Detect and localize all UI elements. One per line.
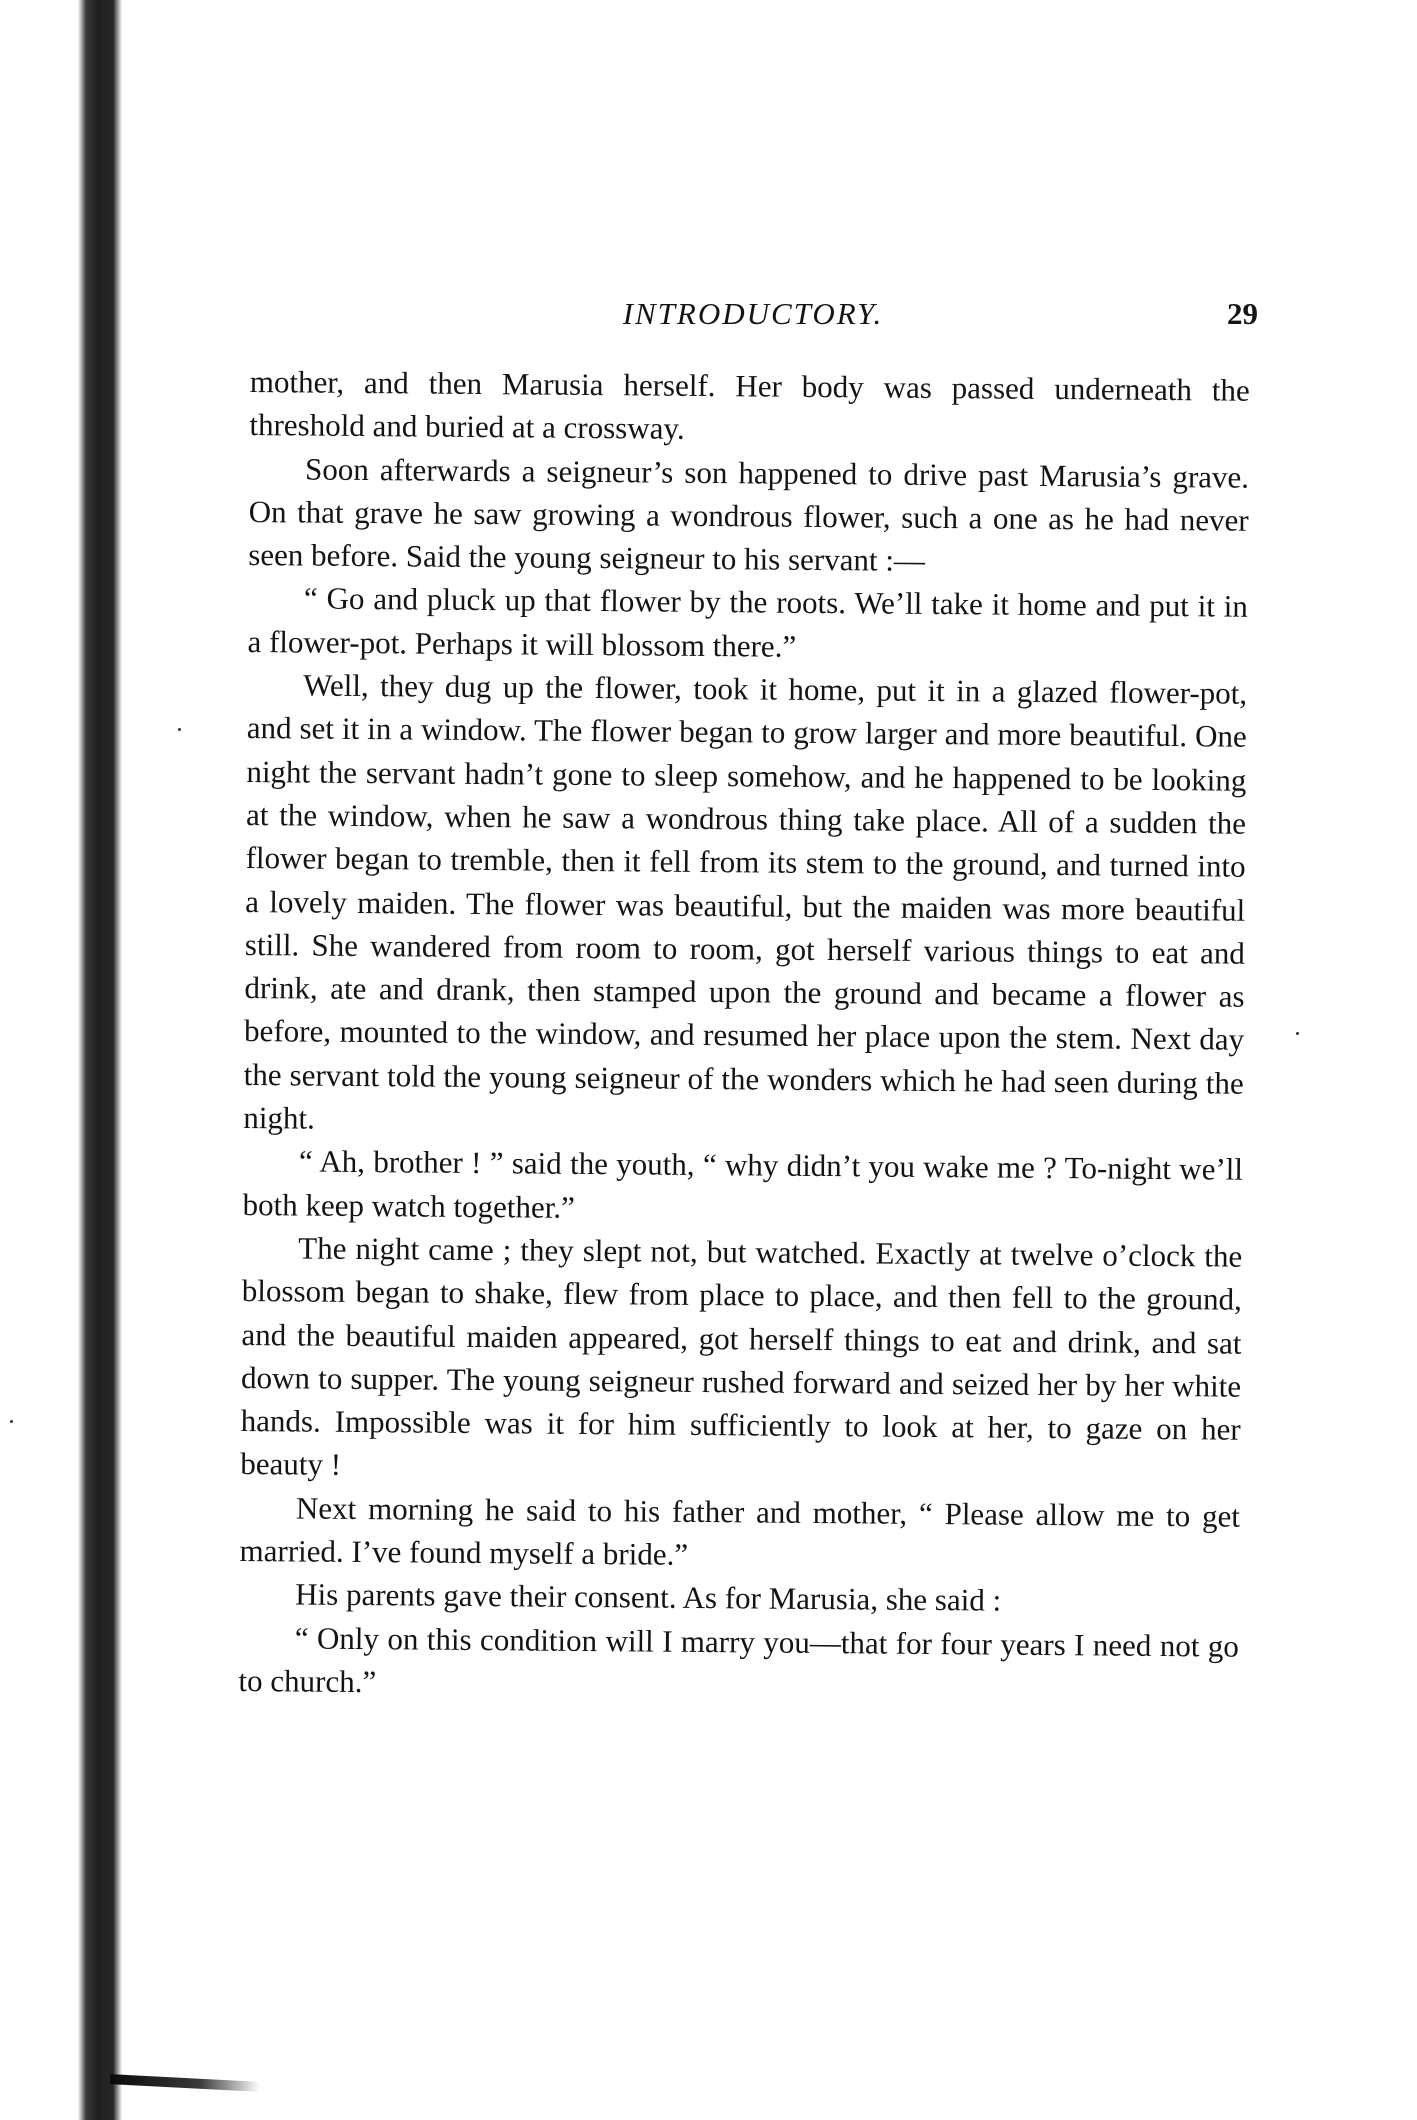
page-number: 29 — [1227, 296, 1258, 331]
paragraph: Soon afterwards a seigneur’s son happened to drive past Marusia’s grave. On that grave he saw growing a wondrous flower, such a one as he had never seen before. Said the young seigneur to his servant :— — [248, 451, 1250, 579]
book-binding-corner — [110, 2074, 260, 2092]
paragraph: “ Ah, brother ! ” said the youth, “ why didn’t you wake me ? To-night we’ll both keep watch together.” — [242, 1143, 1244, 1225]
paragraph: Next morning he said to his father and mother, “ Please allow me to get married. I’ve found myself a bride.” — [239, 1490, 1241, 1572]
running-title: INTRODUCTORY. — [622, 296, 884, 331]
speck — [1296, 1032, 1299, 1035]
paragraph-continuation: mother, and then Marusia herself. Her body was passed underneath the threshold and buried at a crossway. — [249, 363, 1250, 447]
paragraph: Well, they dug up the flower, took it home, put it in a glazed flower-pot, and set it in a window. The flower began to grow larger and more beautiful. One night the servant hadn’t gone to sleep somehow, and he happened to be looking at the window, when he saw a wondrous thing take place. All of a sudden the flower began to tremble, then it fell from its stem to the ground, and turned into a lovely maiden. The flower was beautiful, but the maiden was more beautiful still. She wandered from room to room, got herself various things to eat and drink, ate and drank, then stamped upon the ground and became a flower as before, mounted to the window, and resumed her place upon the stem. Next day the servant told the young seigneur of the wonders which he had seen during the night. — [243, 667, 1248, 1136]
paragraph: The night came ; they slept not, but watched. Exactly at twelve o’clock the blossom began to shake, flew from place to place, and then fell to the ground, and the beautiful maiden appeared, got herself things to eat and drink, and sat down to supper. The young seigneur rushed forward and seized her by her white hands. Impossible was it for him sufficiently to look at her, to gaze on her beauty ! — [240, 1230, 1243, 1483]
speck — [10, 1420, 13, 1423]
paragraph: “ Only on this condition will I marry you—that for four years I need not go to church.” — [238, 1620, 1239, 1700]
paragraph: His parents gave their consent. As for Marusia, she said : — [295, 1576, 1002, 1618]
book-binding-shadow — [78, 0, 122, 2120]
speck — [178, 728, 181, 731]
body-text — [238, 360, 1250, 1711]
running-head — [248, 292, 1258, 342]
paragraph: “ Go and pluck up that flower by the roots. We’ll take it home and put it in a flower-pot. Perhaps it will blossom there.” — [247, 580, 1249, 664]
